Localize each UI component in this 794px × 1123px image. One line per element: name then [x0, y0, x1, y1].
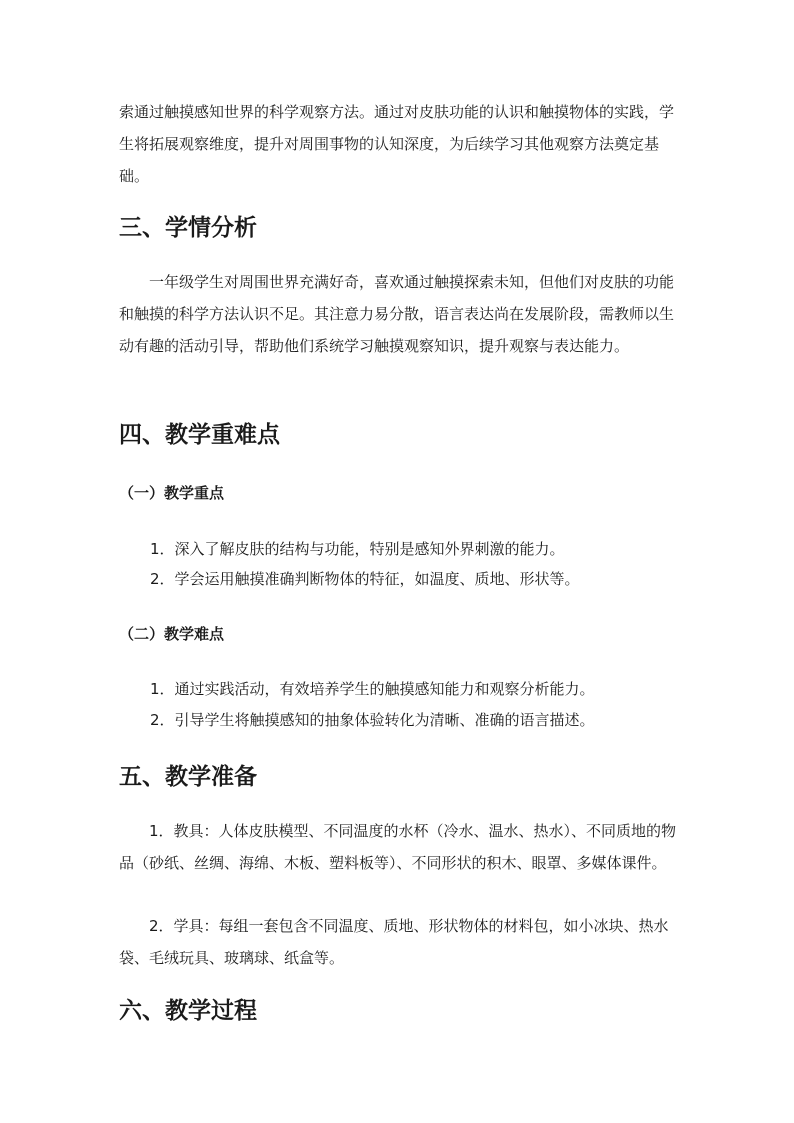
list-item: 1．深入了解皮肤的结构与功能，特别是感知外界刺激的能力。 — [150, 540, 565, 558]
list-item: 1．通过实践活动，有效培养学生的触摸感知能力和观察分析能力。 — [150, 680, 595, 698]
subheading-difficulties: （二）教学难点 — [119, 625, 225, 643]
intro-paragraph: 索通过触摸感知世界的科学观察方法。通过对皮肤功能的认识和触摸物体的实践，学生将拓展观察维度，提升对周围事物的认知深度，为后续学习其他观察方法奠定基础。 — [119, 103, 675, 185]
preparation-item-teaching-aids: 1．教具：人体皮肤模型、不同温度的水杯（冷水、温水、热水）、不同质地的物品（砂纸、丝绸、海绵、木板、塑料板等）、不同形状的积木、眼罩、多媒体课件。 — [119, 822, 677, 872]
list-item: 2．学会运用触摸准确判断物体的特征，如温度、质地、形状等。 — [150, 570, 580, 588]
section-heading-learning-analysis: 三、学情分析 — [119, 215, 257, 241]
section-heading-key-difficult-points: 四、教学重难点 — [119, 422, 280, 448]
section-heading-teaching-process: 六、教学过程 — [119, 998, 257, 1024]
subheading-key-points: （一）教学重点 — [119, 484, 225, 502]
learning-analysis-paragraph: 一年级学生对周围世界充满好奇，喜欢通过触摸探索未知，但他们对皮肤的功能和触摸的科学方法认识不足。其注意力易分散，语言表达尚在发展阶段，需教师以生动有趣的活动引导，帮助他们系统学习触摸观察知识，提升观察与表达能力。 — [119, 273, 675, 355]
list-item: 2．引导学生将触摸感知的抽象体验转化为清晰、准确的语言描述。 — [150, 711, 595, 729]
preparation-item-student-materials: 2．学具：每组一套包含不同温度、质地、形状物体的材料包，如小冰块、热水袋、毛绒玩具、玻璃球、纸盒等。 — [119, 917, 669, 967]
section-heading-preparation: 五、教学准备 — [119, 764, 257, 790]
